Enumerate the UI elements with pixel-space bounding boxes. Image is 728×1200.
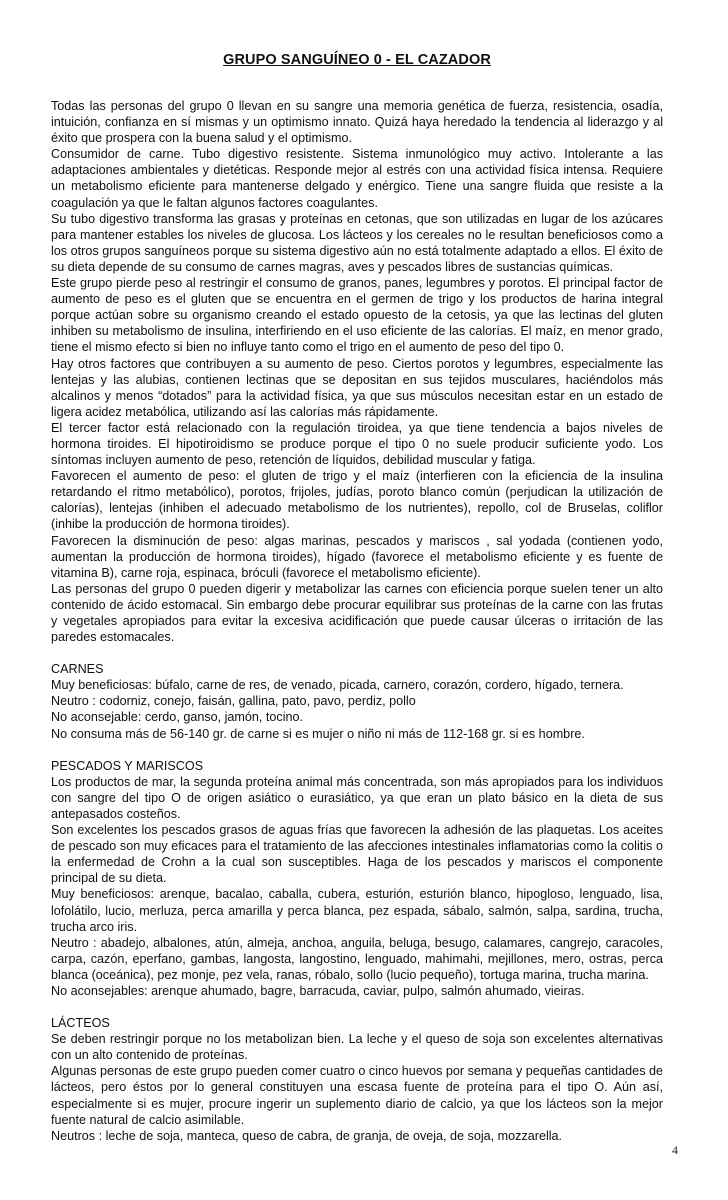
section-gap — [51, 742, 663, 758]
paragraph: Neutros : leche de soja, manteca, queso de cabra, de granja, de oveja, de soja, mozzarella. — [51, 1128, 563, 1143]
paragraph: Favorecen el aumento de peso: el gluten de trigo y el maíz (interfieren con la eficiencia de la insulina retardando el ritmo metabólico), porotos, frijoles, judías, poroto blanco común (perjudican la utilización de calorías), lentejas (inhiben el adecuado metabolismo de los nutrientes), repollo, col de Bruselas, coliflor (inhibe la producción de hormona tiroides). — [51, 469, 663, 532]
paragraph: Se deben restringir porque no los metabolizan bien. La leche y el queso de soja son excelentes alternativas con un alto contenido de proteínas. — [51, 1032, 663, 1063]
paragraph: Muy beneficiosas: búfalo, carne de res, de venado, picada, carnero, corazón, cordero, hígado, ternera. — [51, 678, 624, 693]
page-title: GRUPO SANGUÍNEO 0 - EL CAZADOR — [223, 52, 491, 68]
paragraph: No aconsejable: cerdo, ganso, jamón, tocino. — [51, 710, 304, 725]
paragraph: No consuma más de 56-140 gr. de carne si es mujer o niño ni más de 112-168 gr. si es hombre. — [51, 726, 585, 741]
paragraph: Los productos de mar, la segunda proteína animal más concentrada, son más apropiados para los individuos con sangre del tipo O de origen asiático o eurasiático, ya que eran un plato básico en la dieta de sus antepasados costeños. — [51, 774, 663, 821]
section-heading-carnes: CARNES — [51, 662, 104, 677]
paragraph: Muy beneficiosos: arenque, bacalao, caballa, cubera, esturión, esturión blanco, hipogloso, lenguado, lisa, lofolátilo, lucio, merluza, perca amarilla y perca blanca, pez espada, sábalo, salmón, salpa, sardina, trucha, trucha arco iris. — [51, 887, 663, 934]
page-number: 4 — [672, 1143, 678, 1157]
paragraph: No aconsejables: arenque ahumado, bagre, barracuda, caviar, pulpo, salmón ahumado, vieiras. — [51, 983, 585, 998]
section-gap — [51, 645, 663, 661]
paragraph: Neutro : abadejo, albalones, atún, almeja, anchoa, anguila, beluga, besugo, calamares, cangrejo, caracoles, carpa, cazón, eperfano, gambas, langosta, langostino, lenguado, mahimahi, mejillones, mero, ostras, perca blanca (oceánica), pez monje, pez vela, ranas, róbalo, sollo (lucio pequeño), tortuga marina, trucha marina. — [51, 935, 663, 982]
paragraph: Consumidor de carne. Tubo digestivo resistente. Sistema inmunológico muy activo. Intolerante a las adaptaciones ambientales y dietéticas. Responde mejor al estrés con una actividad física intensa. Requiere un metabolismo eficiente para mantenerse delgado y enérgico. Tiene una sangre fluida que resiste a la coagulación ya que le faltan algunos factores coagulantes. — [51, 147, 663, 210]
document-body — [51, 98, 663, 1144]
section-heading-pescados: PESCADOS Y MARISCOS — [51, 758, 204, 773]
paragraph: Neutro : codorniz, conejo, faisán, gallina, pato, pavo, perdiz, pollo — [51, 694, 416, 709]
paragraph: Favorecen la disminución de peso: algas marinas, pescados y mariscos , sal yodada (contienen yodo, aumentan la producción de hormona tiroides), hígado (favorece el metabolismo eficiente y es fuente de vitamina B), carne roja, espinaca, bróculi (favorece el metabolismo eficiente). — [51, 533, 663, 580]
paragraph: Su tubo digestivo transforma las grasas y proteínas en cetonas, que son utilizadas en lugar de los azúcares para mantener estables los niveles de glucosa. Los lácteos y los cereales no le resultan beneficiosos como a los otros grupos sanguíneos porque su sistema digestivo aún no está totalmente adaptado a ellos. El éxito de su dieta depende de su consumo de carnes magras, aves y pescados libres de sustancias químicas. — [51, 211, 663, 274]
paragraph: Algunas personas de este grupo pueden comer cuatro o cinco huevos por semana y pequeñas cantidades de lácteos, pero éstos por lo general constituyen una escasa fuente de proteína para el tipo O. Aún así, especialmente si es mujer, procure ingerir un suplemento diario de calcio, ya que los lácteos son la mejor fuente natural de calcio asimilable. — [51, 1064, 663, 1127]
paragraph: El tercer factor está relacionado con la regulación tiroidea, ya que tiene tendencia a bajos niveles de hormona tiroides. El hipotiroidismo se produce porque el tipo 0 no suele producir suficiente yodo. Los síntomas incluyen aumento de peso, retención de líquidos, debilidad muscular y fatiga. — [51, 420, 663, 468]
paragraph: Todas las personas del grupo 0 llevan en su sangre una memoria genética de fuerza, resistencia, osadía, intuición, confianza en sí mismas y un optimismo innato. Quizá haya heredado la tendencia al liderazgo y al éxito que prospera con la buena salud y el optimismo. — [51, 99, 663, 146]
document-page — [51, 52, 663, 1144]
section-heading-lacteos: LÁCTEOS — [51, 1016, 110, 1031]
paragraph: Este grupo pierde peso al restringir el consumo de granos, panes, legumbres y porotos. El principal factor de aumento de peso es el gluten que se encuentra en el germen de trigo y los productos de harina integral porque actúan sobre su organismo creando el estado opuesto de la cetosis, ya que las lectinas del gluten inhiben su metabolismo de insulina, interfiriendo en el uso eficiente de las calorías. El maíz, en menor grado, tiene el mismo efecto si bien no influye tanto como el trigo en el aumento de peso del tipo 0. — [51, 276, 663, 355]
paragraph: Las personas del grupo 0 pueden digerir y metabolizar las carnes con eficiencia porque suelen tener un alto contenido de ácido estomacal. Sin embargo debe procurar equilibrar sus proteínas de la carne con las frutas y vegetales apropiados para evitar la excesiva acidificación que puede causar úlceras o irritación de las paredes estomacales. — [51, 581, 663, 645]
section-gap — [51, 999, 663, 1015]
paragraph: Hay otros factores que contribuyen a su aumento de peso. Ciertos porotos y legumbres, especialmente las lentejas y las alubias, contienen lectinas que se depositan en sus tejidos musculares, haciéndolos más alcalinos y menos “dotados” para la actividad física, ya que sus músculos necesitan estar en un estado de ligera acidez metabólica, utilizando así las calorías más rápidamente. — [51, 356, 663, 419]
paragraph: Son excelentes los pescados grasos de aguas frías que favorecen la adhesión de las plaquetas. Los aceites de pescado son muy eficaces para el tratamiento de las afecciones intestinales inflamatorias como la colitis o la enfermedad de Crohn a la cual son susceptibles. Haga de los pescados y mariscos el componente principal de su dieta. — [51, 823, 663, 886]
